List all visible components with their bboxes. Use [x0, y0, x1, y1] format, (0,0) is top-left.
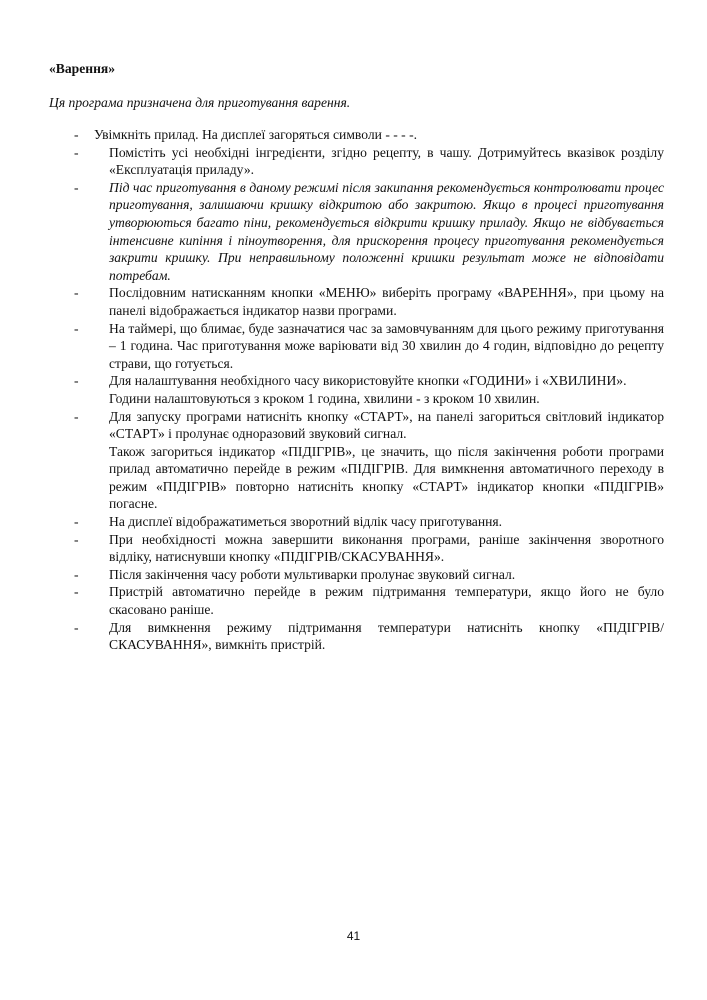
list-item-text: На дисплеї відображатиметься зворотний відлік часу приготування.: [109, 514, 503, 530]
bullet-dash: -: [74, 127, 79, 142]
instruction-list: [60, 126, 664, 654]
bullet-dash: -: [74, 584, 79, 600]
list-item: [60, 513, 664, 531]
list-item-text: На таймері, що блимає, буде зазначатися час за замовчуванням для цього режиму приготування – 1 година. Час приготування може варіювати від 30 хвилин до 4 годин, відповідно до рецепту страви, що готується.: [109, 320, 664, 371]
bullet-dash: -: [74, 531, 79, 547]
list-item-text: При необхідності можна завершити виконання програми, раніше закінчення зворотного відліку, натиснувши кнопку «ПІДІГРІВ/СКАСУВАННЯ».: [109, 531, 664, 565]
list-item: [60, 284, 664, 319]
list-item: [60, 372, 664, 407]
bullet-dash: -: [74, 320, 79, 336]
bullet-dash: -: [74, 514, 79, 530]
list-item: [60, 408, 664, 514]
bullet-dash: -: [74, 373, 79, 389]
list-item-text: Помістіть усі необхідні інгредієнти, згідно рецепту, в чашу. Дотримуйтесь вказівок розділу «Експлуатація приладу».: [109, 144, 664, 178]
list-item-text: Під час приготування в даному режимі після закипання рекомендується контролювати процес приготування, залишаючи кришку відкритою або закритою. Якщо в процесі приготування утворюються багато піни, рекомендується відкрити кришку приладу. Якщо не відбувається інтенсивне кипіння і піноутворення, для прискорення процесу приготування рекомендується закрити кришку. При неправильному положенні кришки результат може не відповідати потребам.: [109, 179, 664, 283]
section-heading: «Варення»: [49, 61, 116, 76]
bullet-dash: -: [74, 144, 79, 160]
list-item: [60, 619, 664, 654]
section-intro: Ця програма призначена для приготування варення.: [49, 95, 351, 110]
page-number: 41: [346, 929, 361, 943]
list-item: [60, 566, 664, 584]
list-item-text: Для вимкнення режиму підтримання температури натисніть кнопку «ПІДІГРІВ/СКАСУВАННЯ», вимкніть пристрій.: [109, 619, 664, 653]
bullet-dash: -: [74, 285, 79, 301]
list-item-text: Після закінчення часу роботи мультиварки пролунає звуковий сигнал.: [109, 566, 516, 582]
bullet-dash: -: [74, 179, 79, 195]
list-item-text: Також загориться індикатор «ПІДІГРІВ», це значить, що після закінчення роботи програми прилад автоматично перейде в режим «ПІДІГРІВ. Для вимкнення автоматичного переходу в режим «ПІДІГРІВ» повторно натисніть кнопку «СТАРТ» індикатор кнопки «ПІДІГРІВ» погасне.: [109, 443, 664, 512]
bullet-dash: -: [74, 619, 79, 635]
list-item: [60, 583, 664, 618]
list-item-text: Послідовним натисканням кнопки «МЕНЮ» виберіть програму «ВАРЕННЯ», при цьому на панелі відображається індикатор назви програми.: [109, 285, 664, 318]
list-item-text: Години налаштовуються з кроком 1 година, хвилини - з кроком 10 хвилин.: [109, 390, 540, 406]
list-item-text: Для запуску програми натисніть кнопку «СТАРТ», на панелі загориться світловий індикатор «СТАРТ» і пролунає одноразовий звуковий сигнал.: [109, 408, 664, 442]
list-item: [60, 320, 664, 373]
list-item-text: Для налаштування необхідного часу використовуйте кнопки «ГОДИНИ» і «ХВИЛИНИ».: [109, 373, 627, 389]
list-item-text: Увімкніть прилад. На дисплеї загоряться символи - - - -.: [94, 127, 418, 142]
list-item: [60, 179, 664, 285]
list-item: [60, 144, 664, 179]
list-item: [60, 531, 664, 566]
list-item: [60, 126, 664, 144]
bullet-dash: -: [74, 566, 79, 582]
list-item-text: Пристрій автоматично перейде в режим підтримання температури, якщо його не було скасовано раніше.: [109, 584, 664, 618]
bullet-dash: -: [74, 408, 79, 424]
